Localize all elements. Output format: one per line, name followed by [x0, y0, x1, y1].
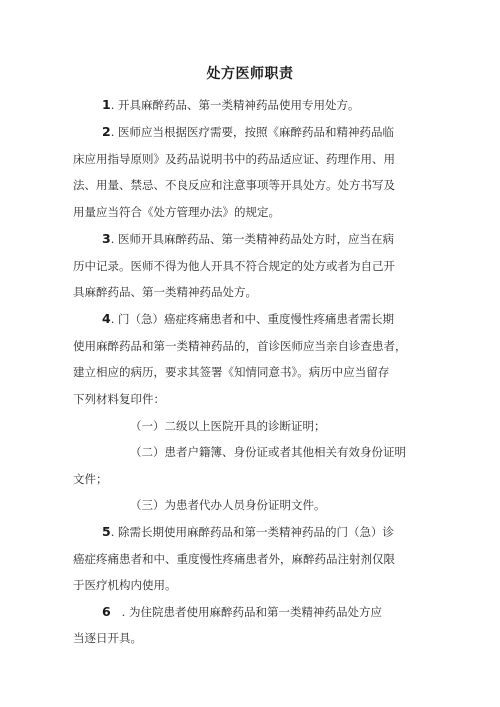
text-line	[102, 311, 394, 327]
line-text: . 门（急）癌症疼痛患者和中、重度慢性疼痛患者需长期	[110, 312, 395, 326]
item-number: 6	[102, 604, 111, 619]
item-number: 5	[102, 524, 111, 539]
text-line: （二）患者户籍簿、身份证或者其他相关有效身份证明	[130, 445, 406, 459]
text-line: 当逐日开具。	[73, 631, 142, 645]
item-number: 3	[102, 231, 111, 246]
text-line	[102, 231, 394, 247]
text-line	[102, 524, 394, 540]
text-line	[102, 97, 360, 113]
item-number: 2	[102, 124, 111, 139]
text-line: 文件；	[73, 472, 108, 486]
text-line: 历中记录。医师不得为他人开具不符合规定的处方或者为自己开	[73, 259, 395, 273]
line-text: . 为住院患者使用麻醉药品和第一类精神药品处方应	[110, 605, 382, 619]
text-line: 床应用指导原则》及药品说明书中的药品适应证、药理作用、用	[73, 152, 395, 166]
text-line: 使用麻醉药品和第一类精神药品的，首诊医师应当亲自诊查患者，	[73, 339, 407, 353]
text-line: 于医疗机构内使用。	[73, 578, 177, 592]
text-line: 法、用量、禁忌、不良反应和注意事项等开具处方。处方书写及	[73, 178, 395, 192]
text-line: （一）二级以上医院开具的诊断证明；	[130, 419, 326, 433]
text-line: 建立相应的病历，要求其签署《知情同意书》。病历中应当留存	[73, 365, 390, 379]
text-line	[102, 124, 394, 140]
text-line: 具麻醉药品、第一类精神药品处方。	[73, 285, 257, 299]
text-line: （三）为患者代办人员身份证明文件。	[130, 498, 326, 512]
document-title: 处方医师职责	[206, 66, 294, 82]
line-text: . 医师开具麻醉药品、第一类精神药品处方时，应当在病	[110, 232, 395, 246]
text-line: 用量应当符合《处方管理办法》的规定。	[73, 205, 280, 219]
line-text: . 开具麻醉药品、第一类精神药品使用专用处方。	[110, 98, 360, 112]
text-line: 下列材料复印件：	[73, 392, 165, 406]
line-text: . 医师应当根据医疗需要，按照《麻醉药品和精神药品临	[110, 125, 395, 139]
text-line: 癌症疼痛患者和中、重度慢性疼痛患者外，麻醉药品注射剂仅限	[73, 552, 395, 566]
text-line	[102, 604, 382, 620]
item-number: 4	[102, 311, 111, 326]
item-number: 1	[102, 97, 111, 112]
line-text: . 除需长期使用麻醉药品和第一类精神药品的门（急）诊	[110, 525, 395, 539]
